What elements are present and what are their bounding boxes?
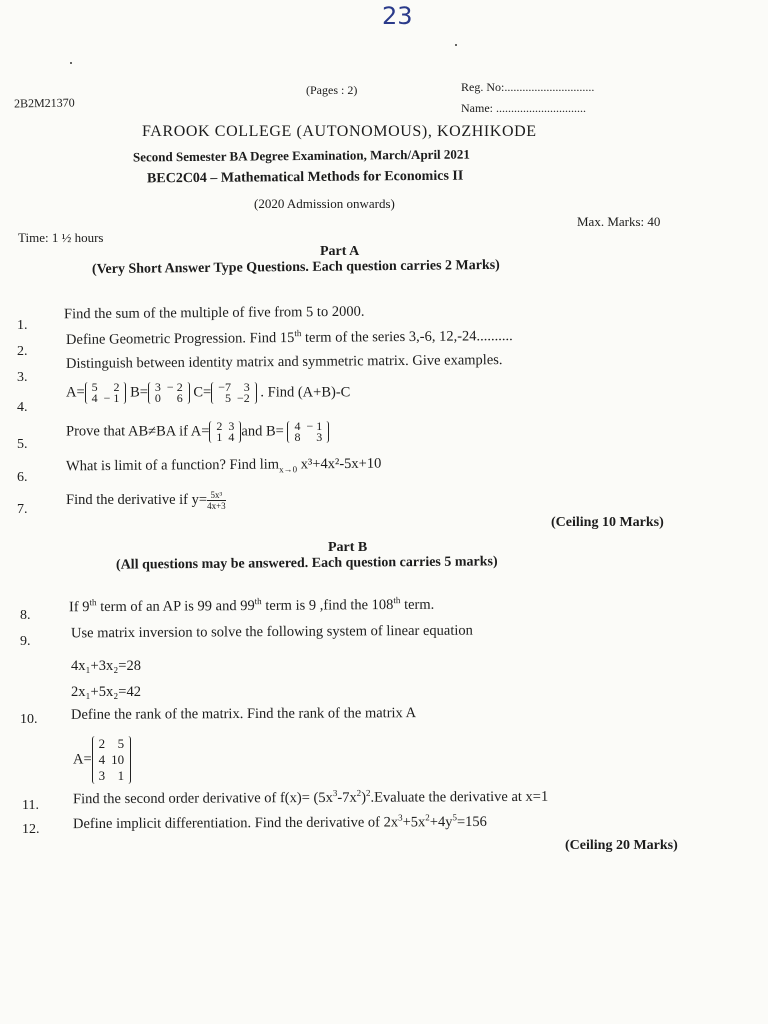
question-number: 5.: [17, 437, 28, 452]
question-number: 8.: [20, 608, 31, 623]
question-text: Find the second order derivative of $f(x)= (5x^3-7x^2)^2.Evaluate$ the derivative at x=1: [72, 787, 549, 808]
part-b-ceiling: (Ceiling 20 Marks): [565, 838, 678, 853]
equation: 4x₁+3x₂=28: [71, 658, 141, 674]
fraction: $\frac{\text{5x³}}{4x+3}$: [207, 490, 226, 511]
matrix-a: 2 5 4 10 3 1: [92, 736, 132, 784]
speck: [455, 44, 457, 46]
matrix-b: 3 − 2 0 6: [148, 382, 190, 404]
course-title: BEC2C04 – Mathematical Methods for Economics II: [146, 168, 464, 187]
question-text: Find the derivative if y= $\frac{\text{5x³}}{4x+3}$: [66, 490, 226, 511]
pages-count: (Pages : 2): [306, 83, 358, 97]
question-number: 10.: [20, 712, 38, 727]
question-number: 6.: [17, 470, 28, 485]
speck: [70, 62, 72, 64]
matrix-c: −7 3 5 −2: [211, 382, 257, 404]
question-number: 4.: [17, 400, 28, 415]
question-text: Define Geometric Progression. Find 15th term of the series 3,-6, 12,-24..........: [65, 328, 513, 348]
part-a-title: Part A: [320, 244, 360, 259]
exam-title: Second Semester BA Degree Examination, March/April 2021: [132, 146, 470, 165]
page-number: 23: [382, 2, 413, 30]
question-text: Define implicit differentiation. Find the derivative of $2x^3+5x^2+4y^5=156$: [72, 812, 487, 833]
matrix-a: 5 2 4 − 1: [85, 382, 127, 404]
question-number: 1.: [17, 318, 28, 333]
part-b-title: Part B: [328, 540, 368, 555]
question-number: 2.: [17, 344, 28, 359]
question-number: 9.: [20, 634, 31, 649]
equation: 2x₁+5x₂=42: [71, 684, 141, 700]
paper-code: 2B2M21370: [13, 95, 75, 111]
max-marks: Max. Marks: 40: [577, 214, 661, 229]
question-text: Define the rank of the matrix. Find the rank of the matrix A: [70, 705, 417, 723]
question-text: Find the sum of the multiple of five from 5 to 2000.: [63, 303, 365, 323]
matrix-b: 4 − 1 8 3: [287, 421, 329, 443]
time-allowed: Time: 1 ½ hours: [18, 230, 104, 245]
name-field: Name: ..............................: [461, 101, 586, 115]
college-name: FAROOK COLLEGE (AUTONOMOUS), KOZHIKODE: [142, 123, 537, 140]
question-number: 7.: [17, 502, 28, 517]
admission-note: (2020 Admission onwards): [254, 196, 395, 211]
question-text: A= 5 2 4 − 1 B= 3 − 2 0 6 C= −7 3 5 −2 . Find (A+B)-C: [66, 380, 351, 405]
question-text: What is limit of a function? Find $\lim_{x\to 0} x^3+4x^2-5x+10$: [65, 455, 382, 475]
question-text: Use matrix inversion to solve the following system of linear equation: [70, 622, 473, 642]
question-number: 3.: [17, 370, 28, 385]
reg-no-field: Reg. No:..............................: [461, 80, 595, 94]
part-a-instructions: (Very Short Answer Type Questions. Each question carries 2 Marks): [91, 257, 500, 278]
question-text: Prove that AB≠BA if A= 2 3 1 4 and B= 4 − 1 8 3: [66, 421, 329, 443]
question-text: Distinguish between identity matrix and symmetric matrix. Give examples.: [65, 352, 503, 372]
part-a-ceiling: (Ceiling 10 Marks): [551, 515, 664, 530]
question-number: 12.: [22, 822, 40, 837]
matrix-block: A= 2 5 4 10 3 1: [73, 736, 131, 784]
part-b-instructions: (All questions may be answered. Each question carries 5 marks): [115, 554, 498, 573]
matrix-a: 2 3 1 4: [209, 421, 241, 443]
question-number: 11.: [22, 798, 39, 813]
question-text: If 9th term of an AP is 99 and 99th term is 9 ,find the 108th term.: [68, 595, 435, 616]
